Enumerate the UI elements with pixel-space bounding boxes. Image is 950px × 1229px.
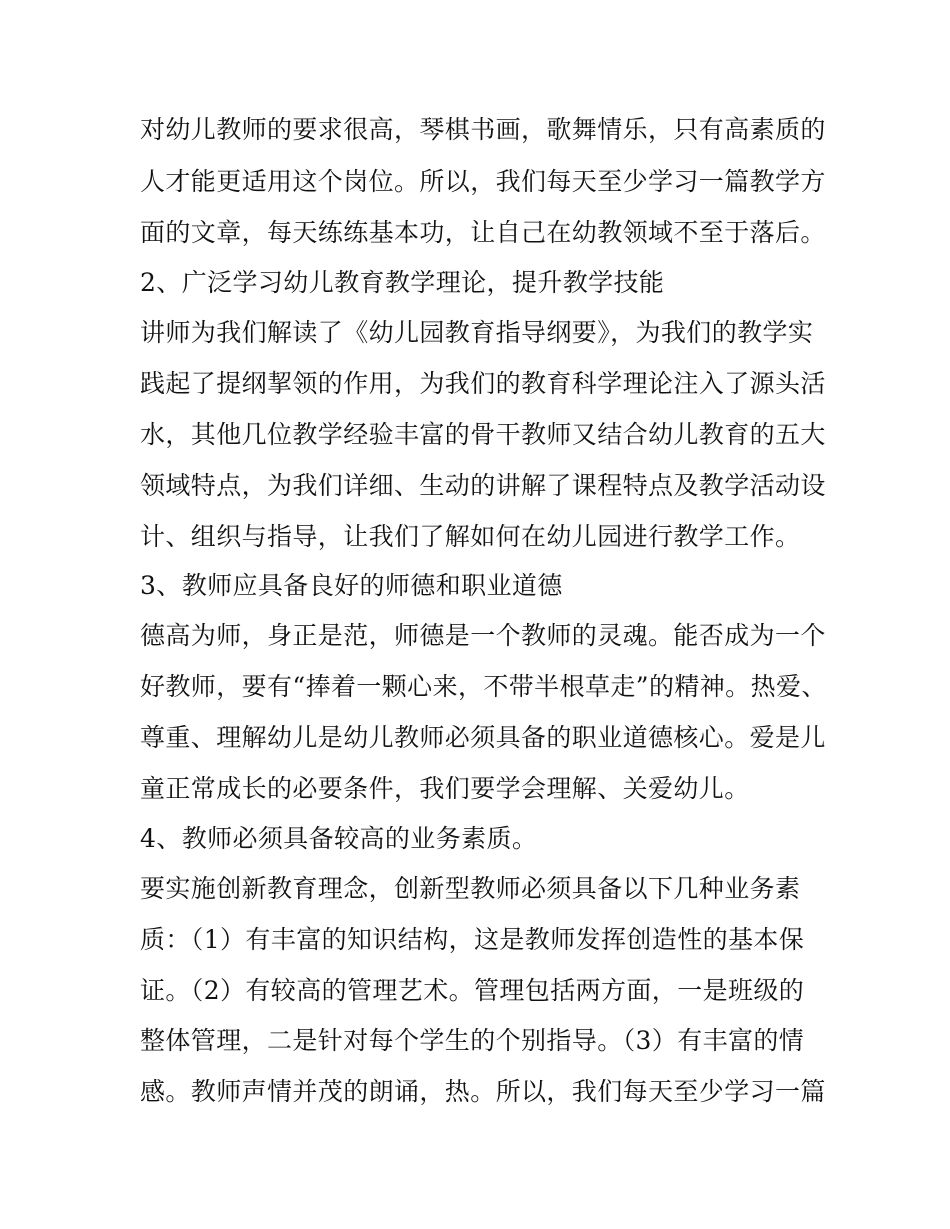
paragraph-line: 面的文章，每天练练基本功，让自己在幼教领域不至于落后。 xyxy=(140,218,826,247)
paragraph-line: 对幼儿教师的要求很高，琴棋书画，歌舞情乐，只有高素质的 xyxy=(140,115,826,144)
paragraph-line: 水，其他几位教学经验丰富的骨干教师又结合幼儿教育的五大 xyxy=(140,420,826,449)
paragraph-line: 讲师为我们解读了《幼儿园教育指导纲要》，为我们的教学实 xyxy=(140,318,814,347)
section-heading: 2、广泛学习幼儿教育教学理论，提升教学技能 xyxy=(140,268,665,297)
paragraph-line: 领域特点，为我们详细、生动的讲解了课程特点及教学活动设 xyxy=(140,471,826,500)
paragraph-line: 整体管理，二是针对每个学生的个别指导。（3）有丰富的情 xyxy=(140,1026,805,1055)
paragraph-line: 德高为师，身正是范，师德是一个教师的灵魂。能否成为一个 xyxy=(140,621,826,650)
paragraph-line: 证。（2）有较高的管理艺术。管理包括两方面，一是班级的 xyxy=(140,976,805,1005)
paragraph-line: 践起了提纲挈领的作用，为我们的教育科学理论注入了源头活 xyxy=(140,369,826,398)
section-heading: 3、教师应具备良好的师德和职业道德 xyxy=(140,571,563,600)
paragraph-line: 童正常成长的必要条件，我们要学会理解、关爱幼儿。 xyxy=(140,774,750,803)
paragraph-line: 人才能更适用这个岗位。所以，我们每天至少学习一篇教学方 xyxy=(140,167,826,196)
paragraph-line: 尊重、理解幼儿是幼儿教师必须具备的职业道德核心。爱是儿 xyxy=(140,723,826,752)
paragraph-line: 质：（1）有丰富的知识结构，这是教师发挥创造性的基本保 xyxy=(140,925,805,954)
paragraph-line: 要实施创新教育理念，创新型教师必须具备以下几种业务素 xyxy=(140,874,801,903)
paragraph-line: 好教师，要有“捧着一颗心来，不带半根草走”的精神。热爱、 xyxy=(140,672,827,701)
section-heading: 4、教师必须具备较高的业务素质。 xyxy=(140,824,538,853)
paragraph-line: 计、组织与指导，让我们了解如何在幼儿园进行教学工作。 xyxy=(140,522,801,551)
paragraph-line: 感。教师声情并茂的朗诵，热。所以，我们每天至少学习一篇 xyxy=(140,1077,826,1106)
